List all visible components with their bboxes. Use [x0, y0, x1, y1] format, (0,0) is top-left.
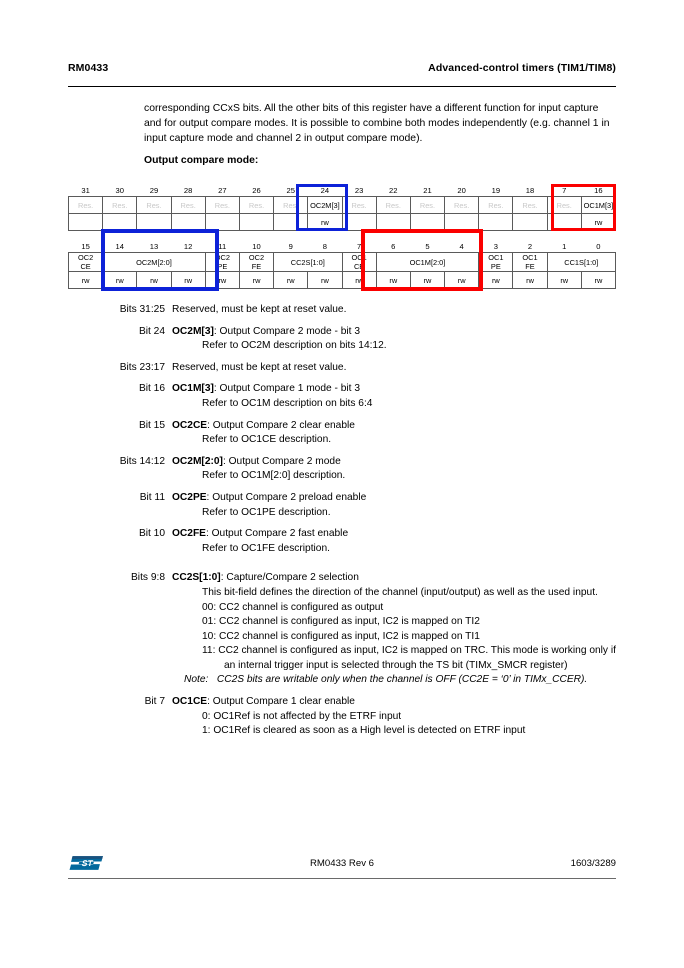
reserved-cell: Res. [513, 197, 547, 214]
bit-number-cell: 28 [171, 184, 205, 197]
access-cell-empty [274, 214, 308, 231]
reserved-cell: Res. [239, 197, 273, 214]
bit-field-cell: CC1S[1:0] [547, 253, 615, 272]
bit-description-list [68, 303, 628, 739]
bit-number-cell: 11 [205, 240, 239, 253]
bit-entry-label: Bit 11 [139, 491, 165, 503]
bit-number-cell: 13 [137, 240, 171, 253]
reserved-cell: Res. [376, 197, 410, 214]
access-cell-empty [171, 214, 205, 231]
bit-number-cell: 4 [445, 240, 479, 253]
access-cell: rw [137, 272, 171, 289]
bit-field-cell: OC2M[2:0] [103, 253, 206, 272]
bit-entry-label: Bit 16 [138, 383, 165, 395]
bit-number-row-low [69, 240, 616, 253]
access-cell-empty [376, 214, 410, 231]
bit-entry-subline: Refer to OC1PE description. [202, 506, 331, 518]
bit-number-cell: 20 [445, 184, 479, 197]
reserved-cell: Res. [342, 197, 376, 214]
bit-entry [68, 419, 628, 455]
access-cell: rw [479, 272, 513, 289]
oc1ce-option-0: 0: OC1Ref is not affected by the ETRF input [202, 710, 402, 722]
page-footer [68, 852, 616, 874]
bit-field-row-high [69, 197, 616, 214]
bit-number-cell: 25 [274, 184, 308, 197]
bit-number-cell: 2 [513, 240, 547, 253]
reserved-cell: Res. [274, 197, 308, 214]
cc2s-option-11-continuation: an internal trigger input is selected through the TS bit (TIMx_SMCR register) [224, 659, 568, 671]
access-cell: rw [513, 272, 547, 289]
bit-field-cell: OC1 PE [479, 253, 513, 272]
bit-number-cell: 14 [103, 240, 137, 253]
access-cell-empty [137, 214, 171, 231]
bit-field-text: : Output Compare 2 preload enable [206, 491, 367, 503]
bit-field-name: OC1CE [172, 696, 208, 708]
document-id: RM0433 [68, 62, 109, 74]
bit-field-row-low [69, 253, 616, 272]
reserved-cell: Res. [205, 197, 239, 214]
reserved-cell: Res. [171, 197, 205, 214]
bit-field-cell: OC2 FE [239, 253, 273, 272]
access-cell: rw [308, 272, 342, 289]
access-cell: rw [581, 214, 615, 231]
access-cell-empty [103, 214, 137, 231]
bit-entry-label: Bit 15 [138, 419, 165, 431]
bit-entry-subline: Refer to OC1FE description. [202, 542, 330, 554]
reserved-cell: Res. [547, 197, 581, 214]
bit-field-text: : Capture/Compare 2 selection [220, 572, 359, 584]
reserved-cell: Res. [137, 197, 171, 214]
access-cell: rw [410, 272, 444, 289]
bit-entry-label: Bits 9:8 [131, 572, 165, 584]
bit-number-cell: 1 [547, 240, 581, 253]
access-cell-empty [445, 214, 479, 231]
bit-number-cell: 30 [103, 184, 137, 197]
bit-entry [68, 491, 628, 527]
chapter-title: Advanced-control timers (TIM1/TIM8) [428, 62, 616, 74]
reserved-cell: Res. [103, 197, 137, 214]
bit-entry [68, 325, 628, 361]
bit-field-name: OC1M[3] [172, 383, 214, 395]
bit-field-cell: OC1M[3] [581, 197, 615, 214]
bit-number-cell: 18 [513, 184, 547, 197]
bit-number-cell: 8 [308, 240, 342, 253]
bit-entry [68, 303, 628, 325]
bit-entry-subline: Refer to OC2M description on bits 14:12. [202, 340, 387, 352]
cc2s-option-10: 10: CC2 channel is configured as input, IC2 is mapped on TI1 [202, 630, 480, 642]
bit-entry-label: Bit 7 [144, 696, 165, 708]
access-cell: rw [274, 272, 308, 289]
cc2s-option-11: 11: CC2 channel is configured as input, IC2 is mapped on TRC. This mode is working only if [202, 645, 616, 657]
access-cell: rw [205, 272, 239, 289]
bit-entry-label: Bits 31:25 [119, 304, 165, 315]
footer-page-number: 1603/3289 [570, 857, 616, 869]
access-cell: rw [342, 272, 376, 289]
bit-field-name: OC2CE [172, 419, 208, 431]
intro-paragraph: corresponding CCxS bits. All the other bits of this register have a different function for input capture and for output compare modes. It is possible to combine both modes independently (e.g. channel 1 in input capture mode and channel 2 in output compare mode). [144, 103, 610, 145]
access-cell: rw [239, 272, 273, 289]
bit-field-name: OC2M[2:0] [172, 455, 223, 467]
access-cell: rw [171, 272, 205, 289]
bit-field-text: Reserved, must be kept at reset value. [172, 361, 347, 373]
bit-access-row-high [69, 214, 616, 231]
bit-field-text: : Output Compare 1 clear enable [207, 696, 355, 708]
reserved-cell: Res. [69, 197, 103, 214]
bit-entry [68, 382, 628, 418]
bit-field-text: Reserved, must be kept at reset value. [172, 304, 347, 315]
bit-entry [68, 527, 628, 563]
bit-field-text: : Output Compare 2 clear enable [207, 419, 355, 431]
footer-divider [68, 878, 616, 879]
bit-entry [68, 455, 628, 491]
access-cell: rw [69, 272, 103, 289]
cc2s-intro-line: This bit-field defines the direction of the channel (input/output) as well as the used input. [202, 586, 598, 598]
access-cell-empty [205, 214, 239, 231]
bit-number-row-high [69, 184, 616, 197]
bit-access-row-low [69, 272, 616, 289]
access-cell-empty [479, 214, 513, 231]
bit-number-cell: 24 [308, 184, 342, 197]
bit-number-cell: 31 [69, 184, 103, 197]
bit-entry-oc1ce [68, 695, 628, 739]
cc2s-option-00: 00: CC2 channel is configured as output [202, 601, 384, 613]
bit-field-cell: OC1 FE [513, 253, 547, 272]
bit-number-cell: 7 [342, 240, 376, 253]
access-cell: rw [376, 272, 410, 289]
bit-field-text: : Output Compare 2 mode [222, 455, 341, 467]
cc2s-note [172, 673, 628, 688]
page-header [68, 62, 616, 74]
register-table-high [68, 184, 616, 231]
access-cell: rw [547, 272, 581, 289]
section-title: Output compare mode: [144, 155, 259, 166]
bit-entry-label: Bits 14:12 [119, 455, 165, 467]
reserved-cell: Res. [410, 197, 444, 214]
bit-number-cell: 0 [581, 240, 615, 253]
bit-entry-subline: Refer to OC1M[2:0] description. [202, 470, 346, 482]
bit-field-cell: OC2 CE [69, 253, 103, 272]
cc2s-option-01: 01: CC2 channel is configured as input, IC2 is mapped on TI2 [202, 616, 480, 628]
reserved-cell: Res. [479, 197, 513, 214]
bit-number-cell: 22 [376, 184, 410, 197]
reserved-cell: Res. [445, 197, 479, 214]
bit-field-name: OC2M[3] [172, 325, 214, 337]
bit-number-cell: 15 [69, 240, 103, 253]
bit-field-cell: CC2S[1:0] [274, 253, 342, 272]
bit-field-text: : Output Compare 2 mode - bit 3 [213, 325, 360, 337]
bit-number-cell: 29 [137, 184, 171, 197]
bit-number-cell: 9 [274, 240, 308, 253]
bit-number-cell: 7 [547, 184, 581, 197]
bit-number-cell: 10 [239, 240, 273, 253]
bit-number-cell: 27 [205, 184, 239, 197]
bit-field-cell: OC1M[2:0] [376, 253, 479, 272]
oc1ce-option-1: 1: OC1Ref is cleared as soon as a High level is detected on ETRF input [202, 725, 526, 737]
st-logo-icon [68, 852, 106, 874]
svg-text:ST: ST [80, 858, 94, 869]
bit-field-name: OC2FE [172, 528, 206, 540]
access-cell-empty [513, 214, 547, 231]
bit-entry-subline: Refer to OC1M description on bits 6:4 [202, 397, 373, 409]
bit-number-cell: 21 [410, 184, 444, 197]
bit-entry-cc2s [68, 571, 628, 688]
access-cell-empty [69, 214, 103, 231]
bit-field-cell: OC2 PE [205, 253, 239, 272]
note-label: Note: [184, 674, 209, 686]
bit-number-cell: 3 [479, 240, 513, 253]
bit-number-cell: 23 [342, 184, 376, 197]
bit-entry-label: Bit 10 [138, 528, 165, 540]
access-cell: rw [581, 272, 615, 289]
access-cell: rw [445, 272, 479, 289]
access-cell: rw [103, 272, 137, 289]
bit-field-name: OC2PE [172, 491, 207, 503]
register-table-low [68, 240, 616, 289]
bit-field-text: : Output Compare 2 fast enable [205, 528, 349, 540]
header-divider [68, 86, 616, 87]
bit-entry-label: Bits 23:17 [119, 361, 165, 373]
bit-field-cell: OC1 CE [342, 253, 376, 272]
bit-entry-label: Bit 24 [138, 325, 165, 337]
access-cell-empty [342, 214, 376, 231]
bit-field-text: : Output Compare 1 mode - bit 3 [213, 383, 360, 395]
bit-field-name: CC2S[1:0] [172, 572, 221, 584]
bit-number-cell: 5 [410, 240, 444, 253]
bit-number-cell: 6 [376, 240, 410, 253]
bit-entry-subline: Refer to OC1CE description. [202, 434, 332, 446]
footer-doc-revision: RM0433 Rev 6 [310, 857, 374, 869]
bit-field-cell: OC2M[3] [308, 197, 342, 214]
bit-number-cell: 19 [479, 184, 513, 197]
bit-number-cell: 26 [239, 184, 273, 197]
note-text: CC2S bits are writable only when the channel is OFF (CC2E = ‘0’ in TIMx_CCER). [216, 674, 588, 686]
bit-number-cell: 16 [581, 184, 615, 197]
access-cell-empty [547, 214, 581, 231]
access-cell-empty [239, 214, 273, 231]
access-cell-empty [410, 214, 444, 231]
bit-entry [68, 361, 628, 383]
bit-number-cell: 12 [171, 240, 205, 253]
access-cell: rw [308, 214, 342, 231]
